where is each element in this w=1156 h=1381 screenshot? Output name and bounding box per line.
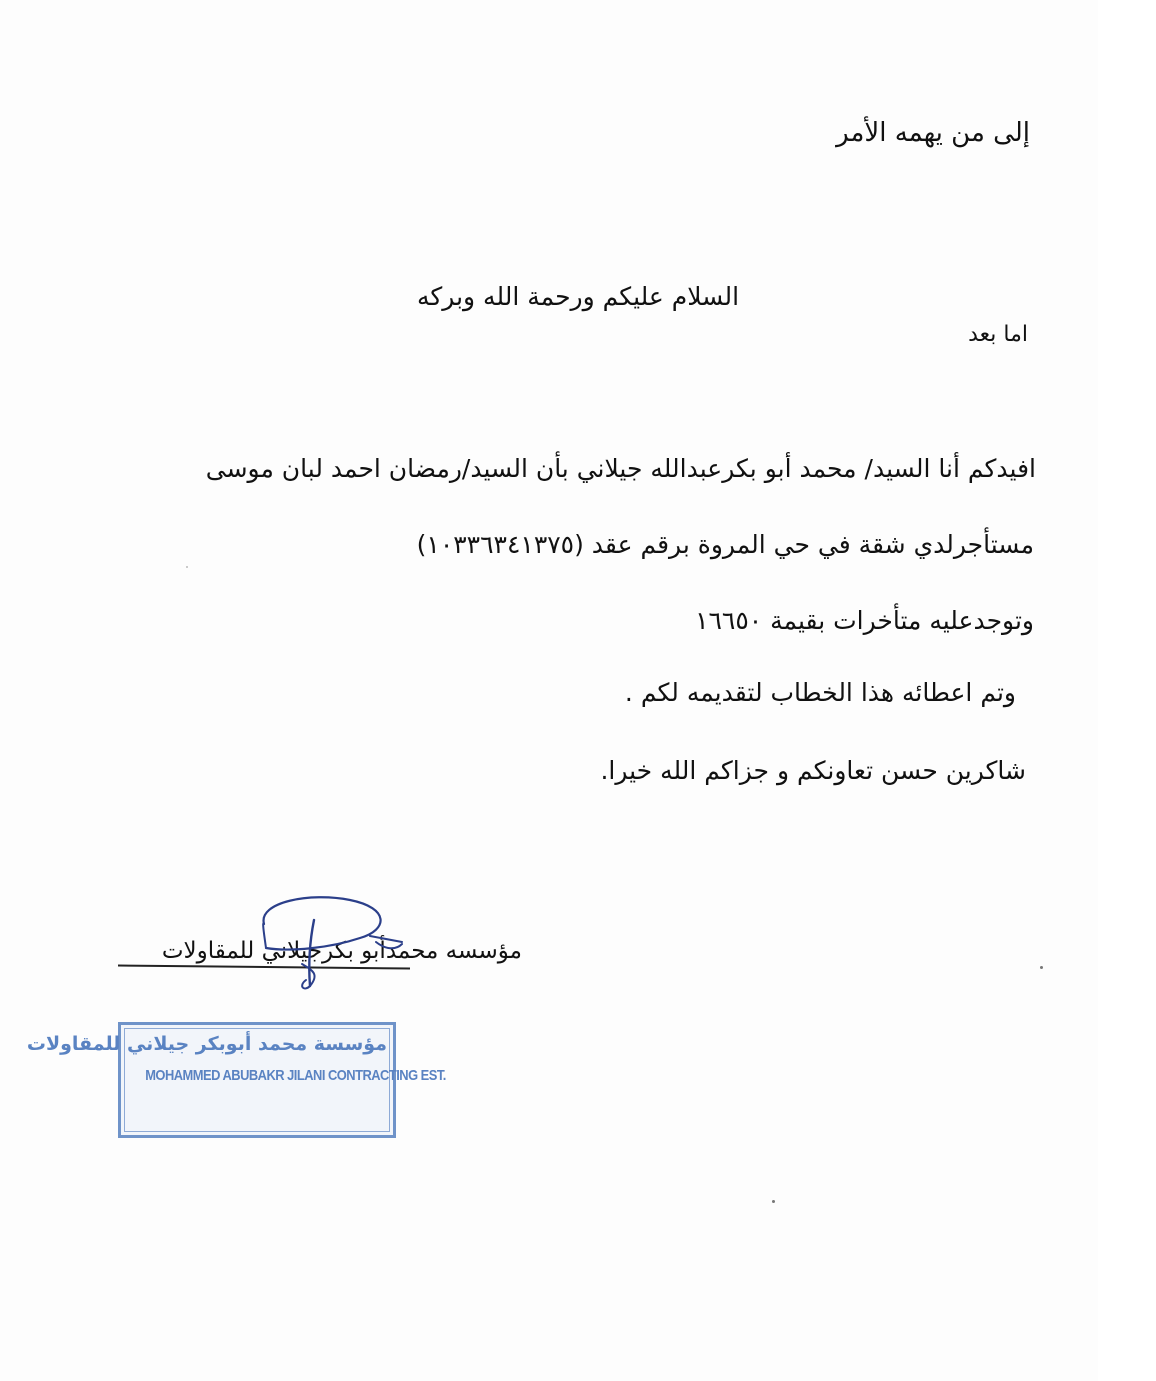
paper-speck [1040, 966, 1043, 969]
body-line: افيدكم أنا السيد/ محمد أبو بكرعبدالله جيلاني بأن السيد/رمضان احمد لبان موسى [205, 454, 1036, 483]
addressee: إلى من يهمه الأمر [836, 118, 1030, 148]
signature-line: مؤسسه محمدأبو بكرجيلاني للمقاولات [161, 938, 522, 964]
paper-speck [772, 1200, 775, 1203]
handwritten-signature [250, 890, 400, 1000]
closing: شاكرين حسن تعاونكم و جزاكم الله خيرا. [600, 756, 1026, 785]
stamp-arabic-name: مؤسسة محمد أبوبكر جيلاني للمقاولات [26, 1033, 387, 1055]
opening: اما بعد [968, 322, 1028, 347]
stamp-english-name: MOHAMMED ABUBAKR JILANI CONTRACTING EST. [145, 1067, 446, 1084]
body-line: مستأجرلدي شقة في حي المروة برقم عقد (١٠٣٣٦٣٤١٣٧٥) [416, 530, 1034, 559]
body-line: وتم اعطائه هذا الخطاب لتقديمه لكم . [624, 678, 1016, 707]
greeting: السلام عليكم ورحمة الله وبركه [416, 282, 740, 311]
body-line: وتوجدعليه متأخرات بقيمة ١٦٦٥٠ [695, 606, 1034, 635]
company-stamp [26, 1022, 446, 1138]
paper-speck [186, 566, 188, 568]
